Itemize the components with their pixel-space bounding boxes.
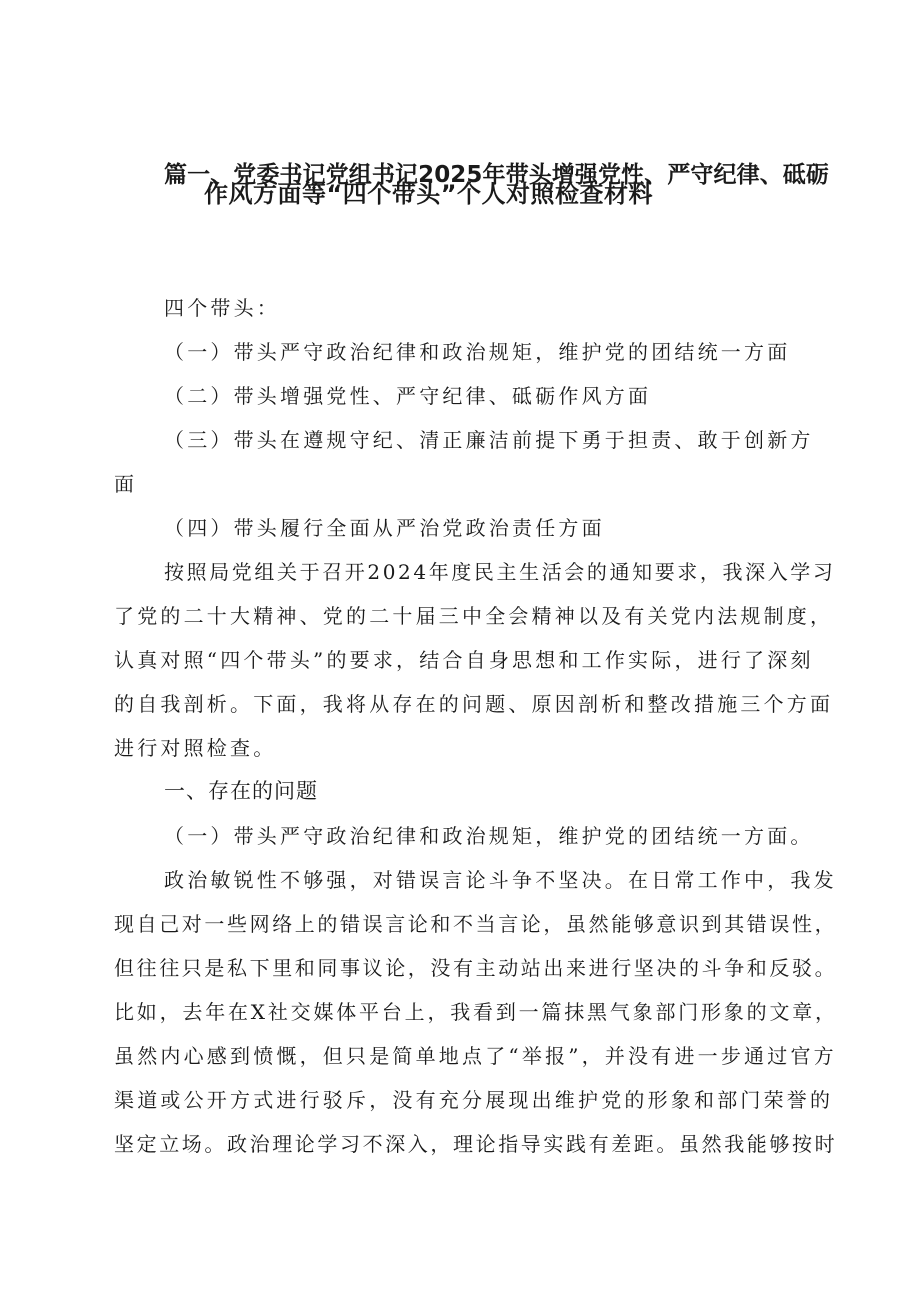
paragraph-1-line-1: 按照局党组关于召开2024年度民主生活会的通知要求，我深入学习 [164,560,836,584]
section-1-heading: 一、存在的问题 [164,779,318,803]
paragraph-2-line-6: 渠道或公开方式进行驳斥，没有充分展现出维护党的形象和部门荣誉的 [114,1088,834,1112]
item-3: （三）带头在遵规守纪、清正廉洁前提下勇于担责、敢于创新方 [164,428,814,452]
document-title-line-1: 篇一、党委书记党组书记2025年带头增强党性、严守纪律、砥砺 [164,162,830,188]
paragraph-2-line-2: 现自己对一些网络上的错误言论和不当言论，虽然能够意识到其错误性， [114,912,838,936]
paragraph-1-line-2: 了党的二十大精神、党的二十届三中全会精神以及有关党内法规制度， [114,604,834,628]
subsection-1-heading: （一）带头严守政治纪律和政治规矩，维护党的团结统一方面。 [164,824,814,848]
paragraph-1-line-4: 的自我剖析。下面，我将从存在的问题、原因剖析和整改措施三个方面 [114,692,834,716]
paragraph-2-line-5: 虽然内心感到愤慨，但只是简单地点了“举报”，并没有进一步通过官方 [114,1044,837,1068]
item-1: （一）带头严守政治纪律和政治规矩，维护党的团结统一方面 [164,340,791,364]
paragraph-2-line-3: 但往往只是私下里和同事议论，没有主动站出来进行坚决的斗争和反驳。 [114,956,838,980]
paragraph-2-line-4: 比如，去年在X社交媒体平台上，我看到一篇抹黑气象部门形象的文章， [114,1000,838,1024]
item-2: （二）带头增强党性、严守纪律、砥砺作风方面 [164,384,652,408]
paragraph-1-line-5: 进行对照检查。 [114,736,277,760]
paragraph-2-line-1: 政治敏锐性不够强，对错误言论斗争不坚决。在日常工作中，我发 [164,868,837,892]
paragraph-2-line-7: 坚定立场。政治理论学习不深入，理论指导实践有差距。虽然我能够按时 [114,1132,838,1156]
item-4: （四）带头履行全面从严治党政治责任方面 [164,516,605,540]
document-title-line-2-text: 作风方面等“四个带头”个人对照检查材料 [204,180,654,208]
paragraph-1-line-3: 认真对照“四个带头”的要求，结合自身思想和工作实际，进行了深刻 [114,648,814,672]
item-3-continued: 面 [114,472,138,496]
intro-label: 四个带头： [164,296,280,320]
